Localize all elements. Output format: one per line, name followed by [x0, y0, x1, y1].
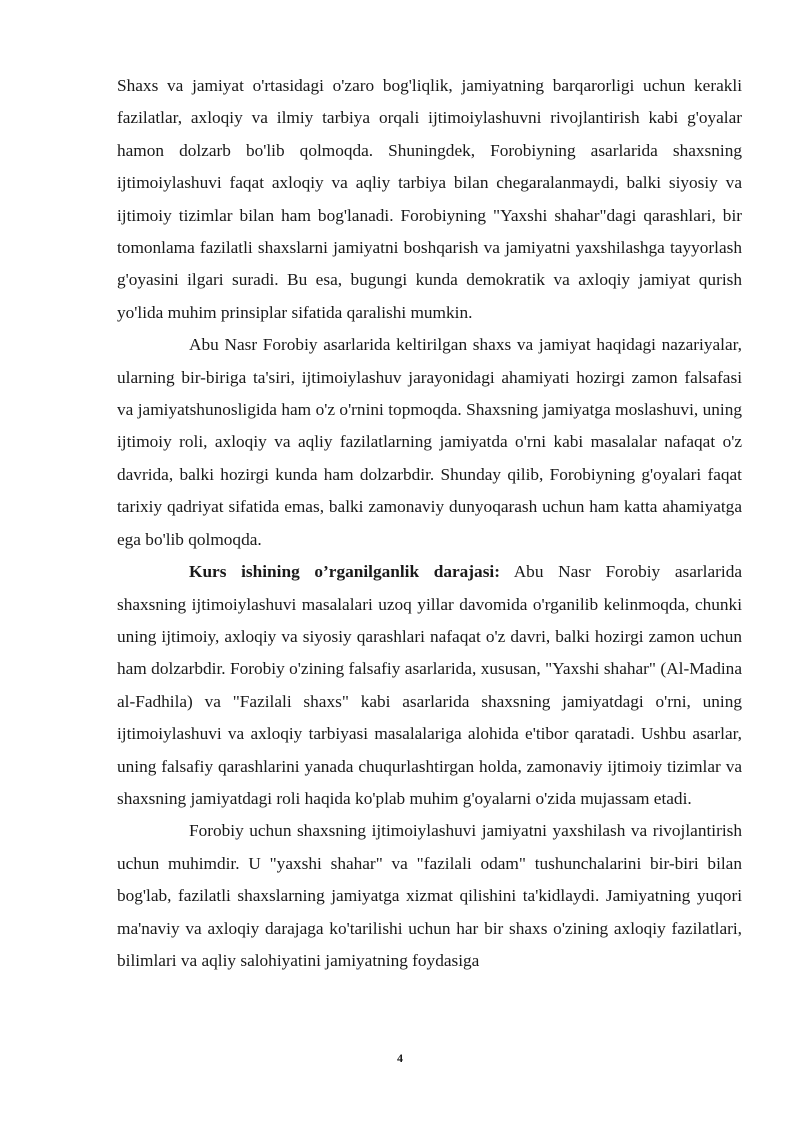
- paragraph-study-level-text: Abu Nasr Forobiy asarlarida shaxsning ijtimoiylashuvi masalalari uzoq yillar davomida o'rganilib kelinmoqda, chunki uning ijtimoiy, axloqiy va siyosiy qarashlari nafaqat o'z davri, balki hozirgi zamon uchun ham dolzarbdir. Forobiy o'zining falsafiy asarlarida, xususan, "Yaxshi shahar" (Al-Madina al-Fadhila) va "Fazilali shaxs" kabi asarlarida shaxsning jamiyatdagi o'rni, uning ijtimoiylashuvi va axloqiy tarbiyasi masalalariga alohida e'tibor qaratadi. Ushbu asarlar, uning falsafiy qarashlarini yanada chuqurlashtirgan holda, zamonaviy ijtimoiy tizimlar va shaxsning jamiyatdagi roli haqida ko'plab muhim g'oyalarni o'zida mujassam etadi.: [117, 562, 743, 808]
- paragraph-socialization: Forobiy uchun shaxsning ijtimoiylashuvi jamiyatni yaxshilash va rivojlantirish uchun muhimdir. U "yaxshi shahar" va "fazilali odam" tushunchalarini bir-biri bilan bog'lab, fazilatli shaxslarning jamiyatga xizmat qilishini ta'kidlaydi. Jamiyatning yuqori ma'naviy va axloqiy darajaga ko'tarilishi uchun har bir shaxs o'zining axloqiy fazilatlari, bilimlari va aqliy salohiyatini jamiyatning foydasiga: [117, 821, 742, 970]
- page-number: 4: [397, 1051, 403, 1065]
- paragraph-study-level: [117, 556, 742, 815]
- section-heading-inline: Kurs ishining o’rganilganlik darajasi:: [189, 562, 500, 582]
- paragraph-theories: Abu Nasr Forobiy asarlarida keltirilgan shaxs va jamiyat haqidagi nazariyalar, ularning bir-biriga ta'siri, ijtimoiylashuv jarayonidagi ahamiyati hozirgi zamon falsafasi va jamiyatshunosligida ham o'z o'rnini topmoqda. Shaxsning jamiyatga moslashuvi, uning ijtimoiy roli, axloqiy va aqliy fazilatlarning jamiyatda o'rni kabi masalalar nafaqat o'z davrida, balki hozirgi kunda ham dolzarbdir. Shunday qilib, Forobiyning g'oyalari faqat tarixiy qadriyat sifatida emas, balki zamonaviy dunyoqarash uchun ham katta ahamiyatga ega bo'lib qolmoqda.: [117, 335, 742, 549]
- document-page: [117, 70, 742, 977]
- paragraph-continuation: Shaxs va jamiyat o'rtasidagi o'zaro bog'liqlik, jamiyatning barqarorligi uchun kerakli fazilatlar, axloqiy va ilmiy tarbiya orqali ijtimoiylashuvni rivojlantirish kabi g'oyalar hamon dolzarb bo'lib qolmoqda. Shuningdek, Forobiyning asarlarida shaxsning ijtimoiylashuvi faqat axloqiy va aqliy tarbiya bilan chegaralanmaydi, balki siyosiy va ijtimoiy tizimlar bilan ham bog'lanadi. Forobiyning "Yaxshi shahar"dagi qarashlari, bir tomonlama fazilatli shaxslarni jamiyatni boshqarish va jamiyatni yaxshilashga tayyorlash g'oyasini ilgari suradi. Bu esa, bugungi kunda demokratik va axloqiy jamiyat qurish yo'lida muhim prinsiplar sifatida qaralishi mumkin.: [117, 76, 742, 322]
